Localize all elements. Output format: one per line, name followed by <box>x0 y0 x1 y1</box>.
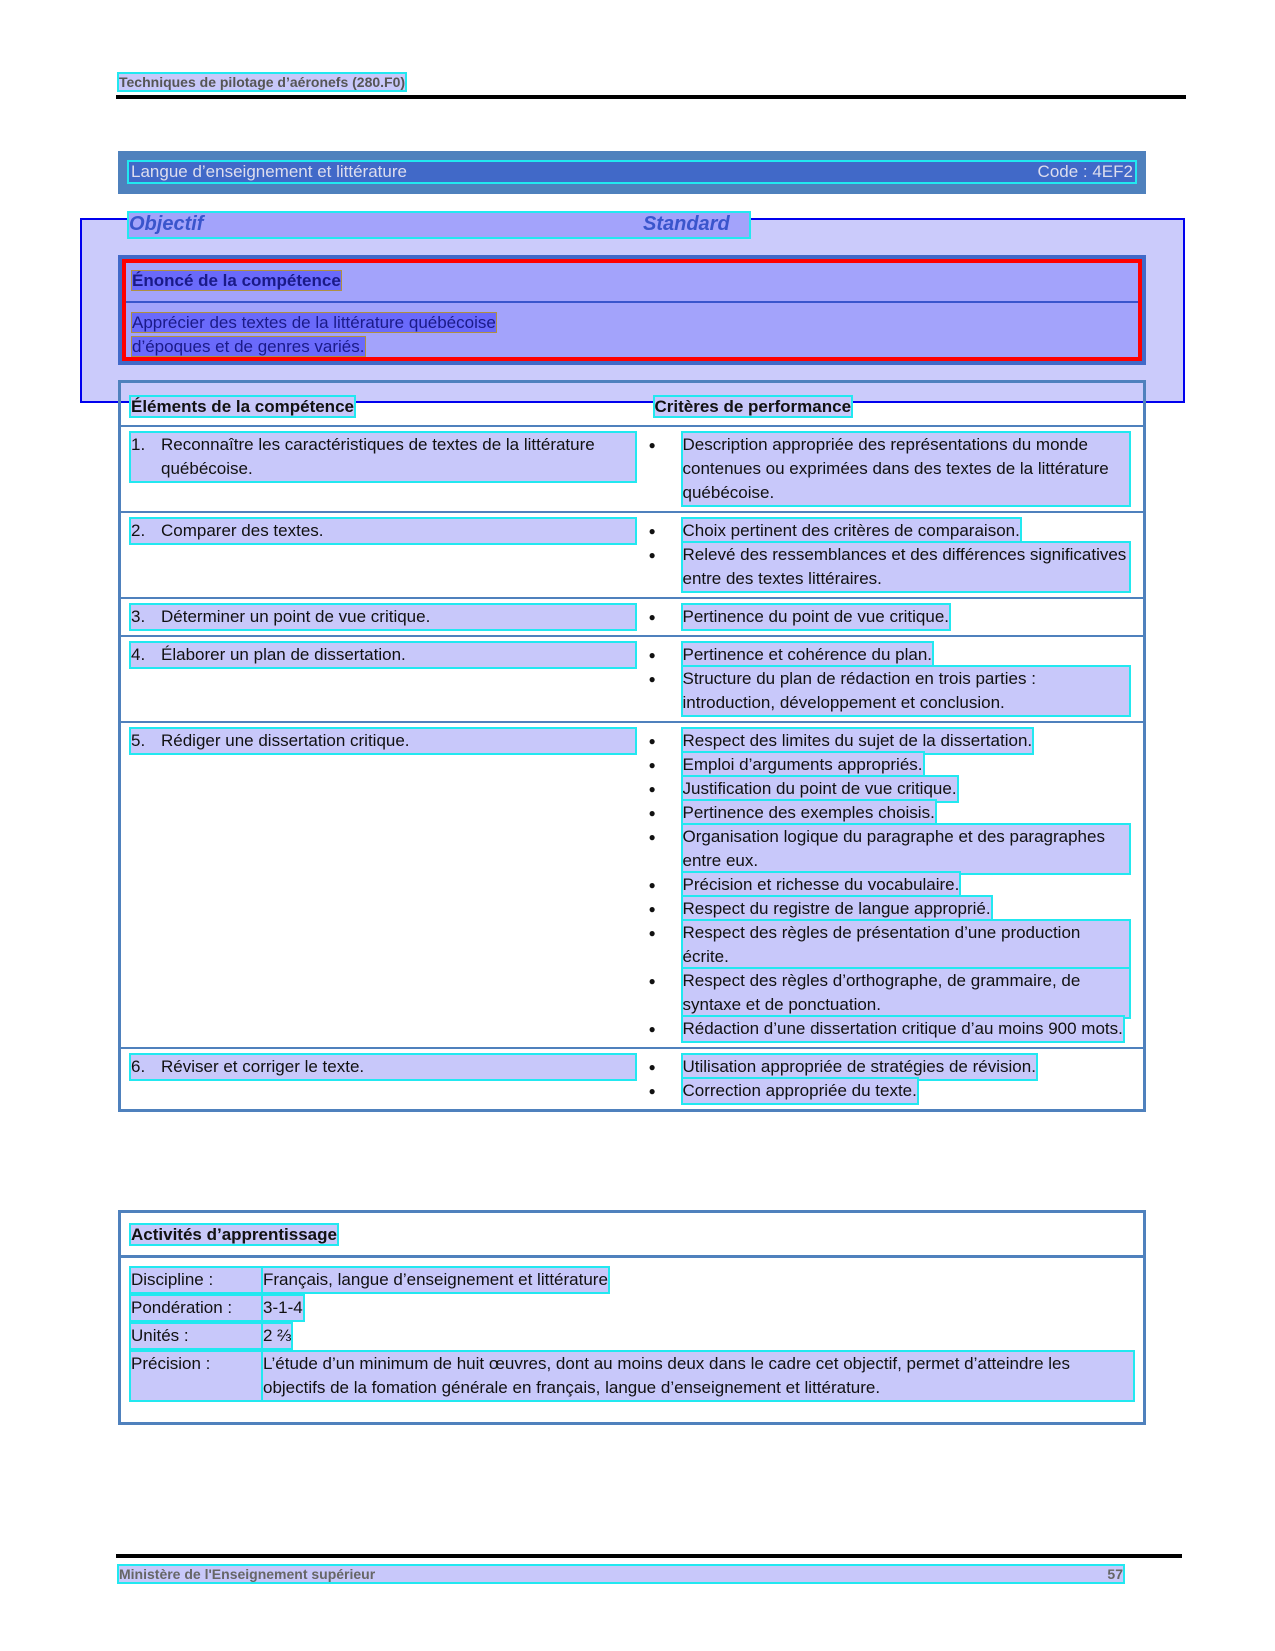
bullet-icon: ● <box>648 782 656 796</box>
bullet-icon: ● <box>648 878 656 892</box>
table-row <box>120 636 1145 722</box>
bullet-icon: ● <box>648 438 656 452</box>
activity-row-discipline: Discipline : Français, langue d’enseignement et littérature <box>121 1268 1143 1292</box>
enonce-heading: Énoncé de la compétence <box>132 271 341 290</box>
criterion: ● Description appropriée des représentations du monde contenues ou exprimées dans des textes de la littérature québécoise. <box>645 433 1130 505</box>
bullet-icon: ● <box>648 734 656 748</box>
course-title-bar <box>118 151 1146 194</box>
criterion: ● Structure du plan de rédaction en trois parties : introduction, développement et conclusion. <box>645 667 1130 715</box>
criterion: ● Pertinence et cohérence du plan. <box>645 643 1130 667</box>
criterion: ● Justification du point de vue critique. <box>645 777 1130 801</box>
criterion: ● Correction appropriée du texte. <box>645 1079 1130 1103</box>
bullet-icon: ● <box>648 1060 656 1074</box>
standard-label: Standard <box>643 213 730 235</box>
col-criteria-header: Critères de performance <box>654 397 852 416</box>
activities-heading: Activités d’apprentissage <box>131 1225 337 1244</box>
element: 1. Reconnaître les caractéristiques de textes de la littérature québécoise. <box>131 433 635 481</box>
bullet-icon: ● <box>648 926 656 940</box>
element: 3. Déterminer un point de vue critique. <box>131 605 635 629</box>
objectif-label: Objectif <box>129 213 204 235</box>
bullet-icon: ● <box>648 1022 656 1036</box>
enonce-text-line2: d’époques et de genres variés. <box>132 337 365 356</box>
criterion: ● Pertinence du point de vue critique. <box>645 605 1130 629</box>
program-header: Techniques de pilotage d’aéronefs (280.F0) <box>119 74 406 90</box>
bullet-icon: ● <box>648 758 656 772</box>
activity-row-unites: Unités : 2 ⅔ <box>121 1324 1143 1348</box>
table-row <box>120 722 1145 1048</box>
element: 4. Élaborer un plan de dissertation. <box>131 643 635 667</box>
table-row <box>120 512 1145 598</box>
bullet-icon: ● <box>648 974 656 988</box>
criterion: ● Rédaction d’une dissertation critique d’au moins 900 mots. <box>645 1017 1130 1041</box>
bullet-icon: ● <box>648 902 656 916</box>
bullet-icon: ● <box>648 672 656 686</box>
bullet-icon: ● <box>648 524 656 538</box>
table-row <box>120 426 1145 512</box>
criterion: ● Respect du registre de langue approprié. <box>645 897 1130 921</box>
bullet-icon: ● <box>648 648 656 662</box>
footer-divider <box>116 1554 1182 1558</box>
activities-box <box>118 1210 1146 1425</box>
bullet-icon: ● <box>648 1084 656 1098</box>
bullet-icon: ● <box>648 548 656 562</box>
enonce-box <box>118 255 1146 365</box>
course-title: Langue d’enseignement et littérature <box>131 162 407 181</box>
element: 5. Rédiger une dissertation critique. <box>131 729 635 753</box>
competence-table <box>118 380 1146 1112</box>
criterion: ● Organisation logique du paragraphe et des paragraphes entre eux. <box>645 825 1130 873</box>
footer-ministry: Ministère de l'Enseignement supérieur <box>119 1566 376 1582</box>
activity-row-ponderation: Pondération : 3-1-4 <box>121 1296 1143 1320</box>
criterion: ● Respect des règles de présentation d’une production écrite. <box>645 921 1130 969</box>
bullet-icon: ● <box>648 830 656 844</box>
col-elements-header: Éléments de la compétence <box>131 397 354 416</box>
criterion: ● Relevé des ressemblances et des différences significatives entre des textes littéraires. <box>645 543 1130 591</box>
bullet-icon: ● <box>648 610 656 624</box>
page-number: 57 <box>1107 1566 1123 1582</box>
objective-standard-row <box>129 213 749 237</box>
criterion: ● Emploi d’arguments appropriés. <box>645 753 1130 777</box>
criterion: ● Précision et richesse du vocabulaire. <box>645 873 1130 897</box>
criterion: ● Pertinence des exemples choisis. <box>645 801 1130 825</box>
criterion: ● Respect des règles d’orthographe, de grammaire, de syntaxe et de ponctuation. <box>645 969 1130 1017</box>
element: 2. Comparer des textes. <box>131 519 635 543</box>
activity-row-precision: Précision : L’étude d’un minimum de huit œuvres, dont au moins deux dans le cadre cet objectif, permet d’atteindre les objectifs de la fomation générale en français, langue d’enseignement et littérature. <box>121 1352 1143 1400</box>
table-row <box>120 598 1145 636</box>
enonce-text-line1: Apprécier des textes de la littérature québécoise <box>132 313 496 332</box>
element: 6. Réviser et corriger le texte. <box>131 1055 635 1079</box>
bullet-icon: ● <box>648 806 656 820</box>
criterion: ● Respect des limites du sujet de la dissertation. <box>645 729 1130 753</box>
criterion: ● Utilisation appropriée de stratégies de révision. <box>645 1055 1130 1079</box>
page-footer <box>119 1566 1123 1582</box>
header-divider <box>116 95 1186 99</box>
criterion: ● Choix pertinent des critères de comparaison. <box>645 519 1130 543</box>
table-row <box>120 1048 1145 1111</box>
course-code: Code : 4EF2 <box>1037 162 1133 181</box>
